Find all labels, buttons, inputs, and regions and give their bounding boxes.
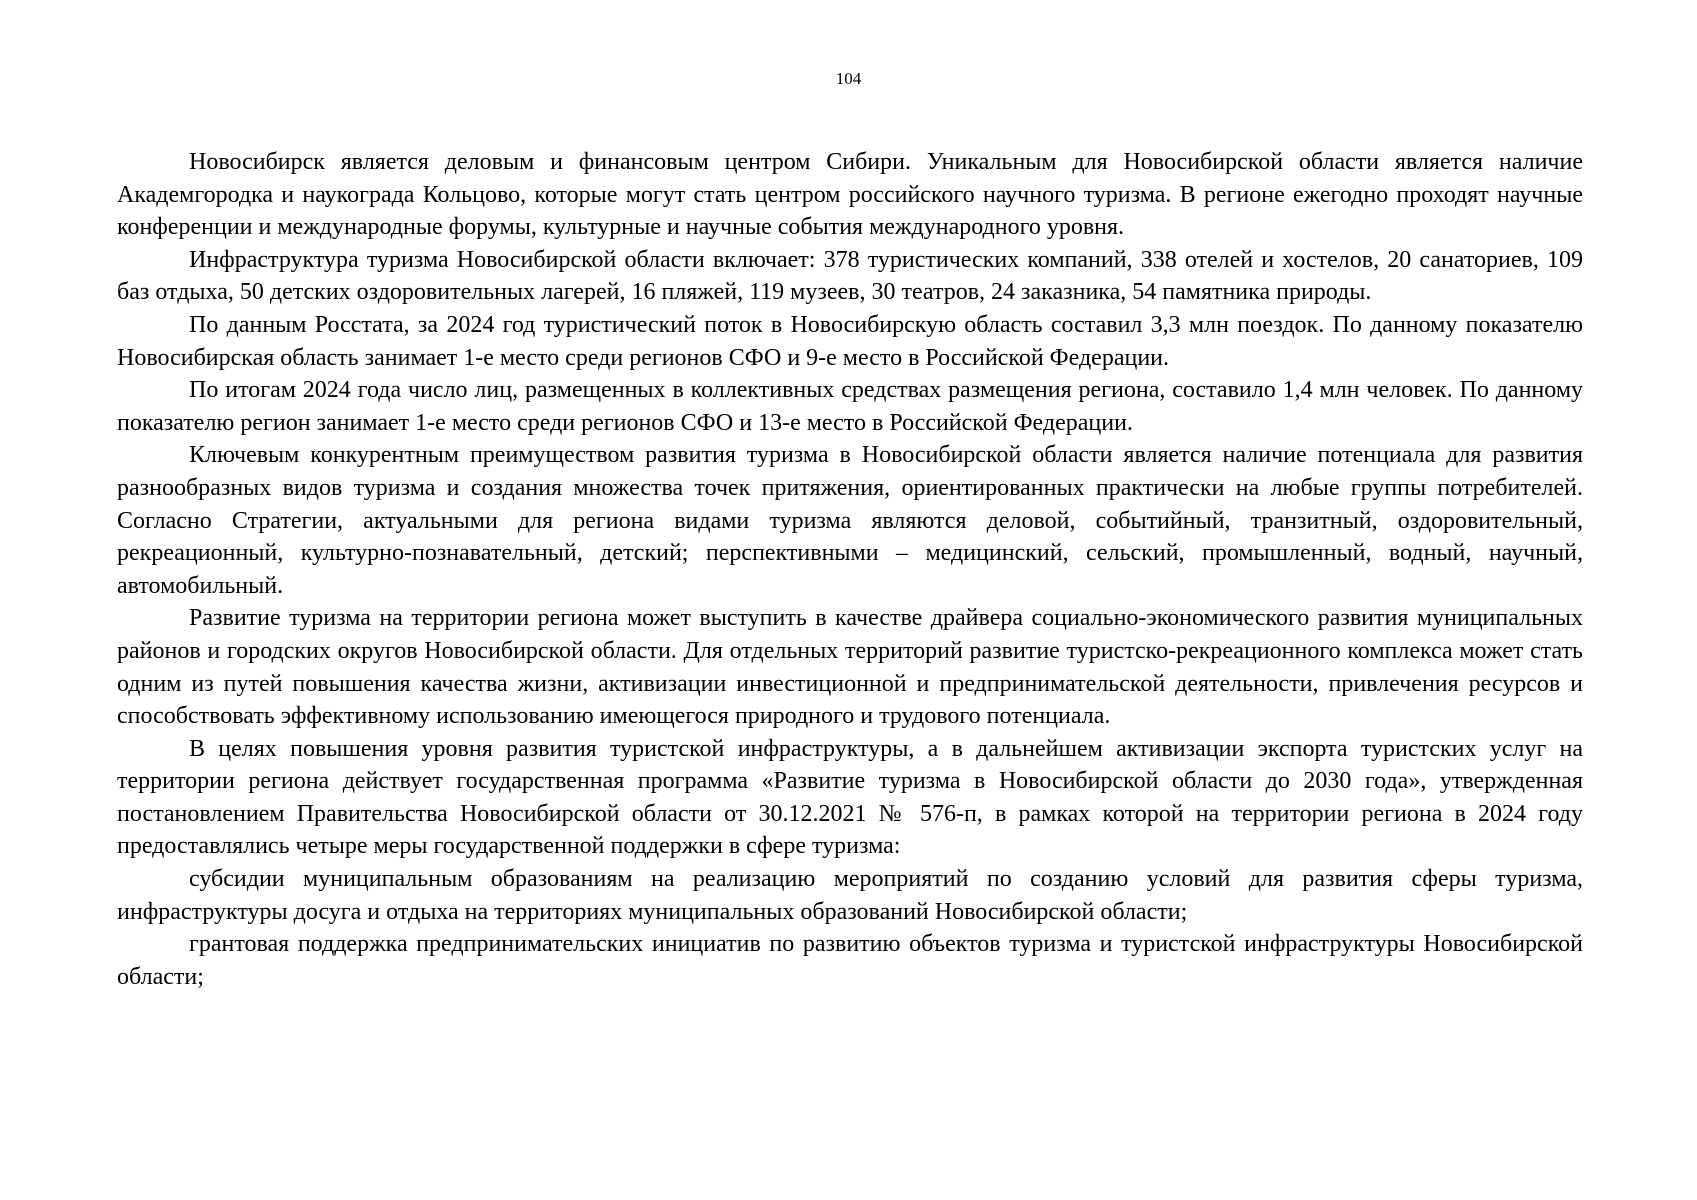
paragraph-competitive-advantage: Ключевым конкурентным преимуществом развития туризма в Новосибирской области является наличие потенциала для развития разнообразных видов туризма и создания множества точек притяжения, ориентированных практически на любые группы потребителей. Согласно Стратегии, актуальными для региона видами туризма являются деловой, событийный, транзитный, оздоровительный, рекреационный, культурно-познавательный, детский; перспективными – медицинский, сельский, промышленный, водный, научный, автомобильный. — [117, 442, 1583, 599]
paragraph-tourism-development: Развитие туризма на территории региона может выступить в качестве драйвера социально-экономического развития муниципальных районов и городских округов Новосибирской области. Для отдельных территорий развитие туристско-рекреационного комплекса может стать одним из путей повышения качества жизни, активизации инвестиционной и предпринимательской деятельности, привлечения ресурсов и способствовать эффективному использованию имеющегося природного и трудового потенциала. — [117, 605, 1583, 730]
paragraph-novosibirsk-center: Новосибирск является деловым и финансовым центром Сибири. Уникальным для Новосибирской области является наличие Академгородка и наукограда Кольцово, которые могут стать центром российского научного туризма. В регионе ежегодно проходят научные конференции и международные форумы, культурные и научные события международного уровня. — [117, 149, 1583, 241]
document-body — [117, 146, 1583, 993]
paragraph-tourism-infrastructure: Инфраструктура туризма Новосибирской области включает: 378 туристических компаний, 338 отелей и хостелов, 20 санаториев, 109 баз отдыха, 50 детских оздоровительных лагерей, 16 пляжей, 119 музеев, 30 театров, 24 заказника, 54 памятника природы. — [117, 246, 1583, 306]
page-number: 104 — [835, 69, 862, 88]
paragraph-grant-support: грантовая поддержка предпринимательских инициатив по развитию объектов туризма и туристской инфраструктуры Новосибирской области; — [117, 931, 1583, 990]
paragraph-state-program: В целях повышения уровня развития туристской инфраструктуры, а в дальнейшем активизации экспорта туристских услуг на территории региона действует государственная программа «Развитие туризма в Новосибирской области до 2030 года», утвержденная постановлением Правительства Новосибирской области от 30.12.2021 № 576-п, в рамках которой на территории региона в 2024 году предоставлялись четыре меры государственной поддержки в сфере туризма: — [117, 735, 1583, 860]
paragraph-municipal-subsidies: субсидии муниципальным образованиям на реализацию мероприятий по созданию условий для развития сферы туризма, инфраструктуры досуга и отдыха на территориях муниципальных образований Новосибирской области; — [117, 866, 1583, 925]
paragraph-rosstat-tourist-flow: По данным Росстата, за 2024 год туристический поток в Новосибирскую область составил 3,3 млн поездок. По данному показателю Новосибирская область занимает 1-е место среди регионов СФО и 9-е место в Российской Федерации. — [117, 311, 1583, 371]
paragraph-accommodation-results: По итогам 2024 года число лиц, размещенных в коллективных средствах размещения региона, составило 1,4 млн человек. По данному показателю регион занимает 1-е место среди регионов СФО и 13-е место в Российской Федерации. — [117, 377, 1583, 436]
